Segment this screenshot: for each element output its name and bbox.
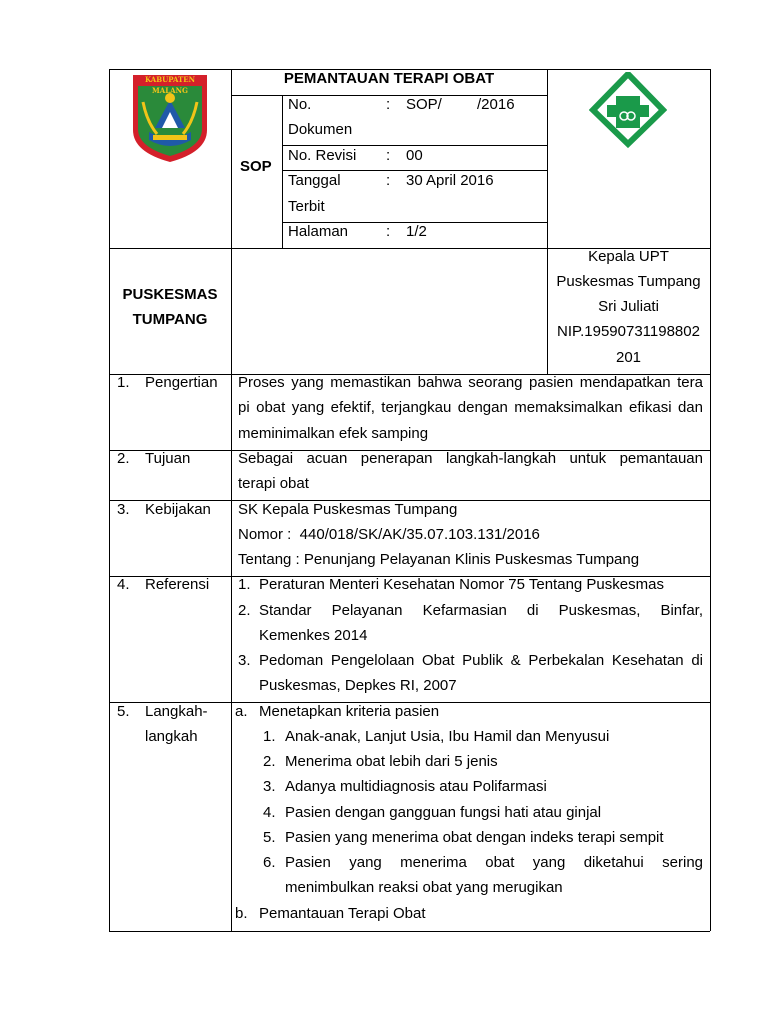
criteria-item-1: Anak-anak, Lanjut Usia, Ibu Hamil dan Menyusui xyxy=(285,728,610,745)
step-a-text: Menetapkan kriteria pasien xyxy=(259,703,440,720)
section-number: 2. xyxy=(117,450,130,467)
section-number: 3. xyxy=(117,501,130,518)
signatory-title: Kepala UPT xyxy=(588,248,669,265)
step-b-text: Pemantauan Terapi Obat xyxy=(259,905,426,922)
purpose-line-2: terapi obat xyxy=(238,475,309,492)
section-label-langkah-cont: langkah xyxy=(145,728,198,745)
date-colon: : xyxy=(386,172,391,189)
section-number: 1. xyxy=(117,374,130,391)
criteria-number: 5. xyxy=(263,829,276,846)
reference-item-2: Standar Pelayanan Kefarmasian di Puskesmas, Binfar, xyxy=(259,602,703,619)
org-name-line-2: TUMPANG xyxy=(132,311,208,328)
signatory-office: Puskesmas Tumpang xyxy=(556,273,701,290)
date-label-2: Terbit xyxy=(288,198,325,215)
section-number: 5. xyxy=(117,703,130,720)
document-title: PEMANTAUAN TERAPI OBAT xyxy=(283,70,495,87)
criteria-number: 2. xyxy=(263,753,276,770)
section-label-referensi: Referensi xyxy=(145,576,210,593)
doc-no-label-2: Dokumen xyxy=(288,121,353,138)
signatory-name: Sri Juliati xyxy=(598,298,659,315)
section-label-tujuan: Tujuan xyxy=(145,450,191,467)
criteria-item-6-cont: menimbulkan reaksi obat yang merugikan xyxy=(285,879,563,896)
criteria-number: 6. xyxy=(263,854,276,871)
page-value: 1/2 xyxy=(406,223,427,240)
definition-line-1: Proses yang memastikan bahwa seorang pasien mendapatkan tera xyxy=(238,374,703,391)
reference-item-3: Pedoman Pengelolaan Obat Publik & Perbekalan Kesehatan di xyxy=(259,652,703,669)
criteria-item-4: Pasien dengan gangguan fungsi hati atau ginjal xyxy=(285,804,602,821)
date-value: 30 April 2016 xyxy=(406,172,494,189)
criteria-item-3: Adanya multidiagnosis atau Polifarmasi xyxy=(285,778,547,795)
reference-number: 1. xyxy=(238,576,251,593)
puskesmas-logo-icon xyxy=(589,72,667,160)
policy-line-3: Tentang : Penunjang Pelayanan Klinis Puskesmas Tumpang xyxy=(238,551,640,568)
policy-line-1: SK Kepala Puskesmas Tumpang xyxy=(238,501,458,518)
section-label-pengertian: Pengertian xyxy=(145,374,218,391)
page-label: Halaman xyxy=(288,223,349,240)
reference-item-2-cont: Kemenkes 2014 xyxy=(259,627,368,644)
section-number: 4. xyxy=(117,576,130,593)
doc-no-colon: : xyxy=(386,96,391,113)
crest-banner-text: KABUPATEN MALANG xyxy=(145,75,195,95)
reference-number: 2. xyxy=(238,602,251,619)
policy-line-2: Nomor : 440/018/SK/AK/35.07.103.131/2016 xyxy=(238,526,540,543)
sop-label: SOP xyxy=(240,158,272,175)
step-marker: b. xyxy=(235,905,248,922)
criteria-item-2: Menerima obat lebih dari 5 jenis xyxy=(285,753,498,770)
criteria-number: 1. xyxy=(263,728,276,745)
section-label-langkah: Langkah- xyxy=(145,703,208,720)
purpose-line-1: Sebagai acuan penerapan langkah-langkah untuk pemantauan xyxy=(238,450,703,467)
signatory-nip-cont: 201 xyxy=(615,349,642,366)
org-name-line-1: PUSKESMAS xyxy=(122,286,218,303)
section-label-kebijakan: Kebijakan xyxy=(145,501,211,518)
definition-line-3: meminimalkan efek samping xyxy=(238,425,429,442)
doc-no-label: No. xyxy=(288,96,312,113)
kabupaten-malang-crest-icon xyxy=(131,72,209,164)
criteria-item-5: Pasien yang menerima obat dengan indeks terapi sempit xyxy=(285,829,664,846)
revision-colon: : xyxy=(386,147,391,164)
revision-value: 00 xyxy=(406,147,423,164)
signatory-nip: NIP.19590731198802 xyxy=(557,323,700,340)
doc-no-year: /2016 xyxy=(477,96,515,113)
reference-number: 3. xyxy=(238,652,251,669)
criteria-number: 4. xyxy=(263,804,276,821)
reference-item-3-cont: Puskesmas, Depkes RI, 2007 xyxy=(259,677,457,694)
reference-item-1: Peraturan Menteri Kesehatan Nomor 75 Tentang Puskesmas xyxy=(259,576,664,593)
page-colon: : xyxy=(386,223,391,240)
criteria-number: 3. xyxy=(263,778,276,795)
date-label: Tanggal xyxy=(288,172,341,189)
definition-line-2: pi obat yang efektif, terjangkau dengan memaksimalkan efikasi dan xyxy=(238,399,703,416)
doc-no-value: SOP/ xyxy=(406,96,442,113)
step-marker: a. xyxy=(235,703,248,720)
revision-label: No. Revisi xyxy=(288,147,357,164)
criteria-item-6: Pasien yang menerima obat yang diketahui sering xyxy=(285,854,703,871)
